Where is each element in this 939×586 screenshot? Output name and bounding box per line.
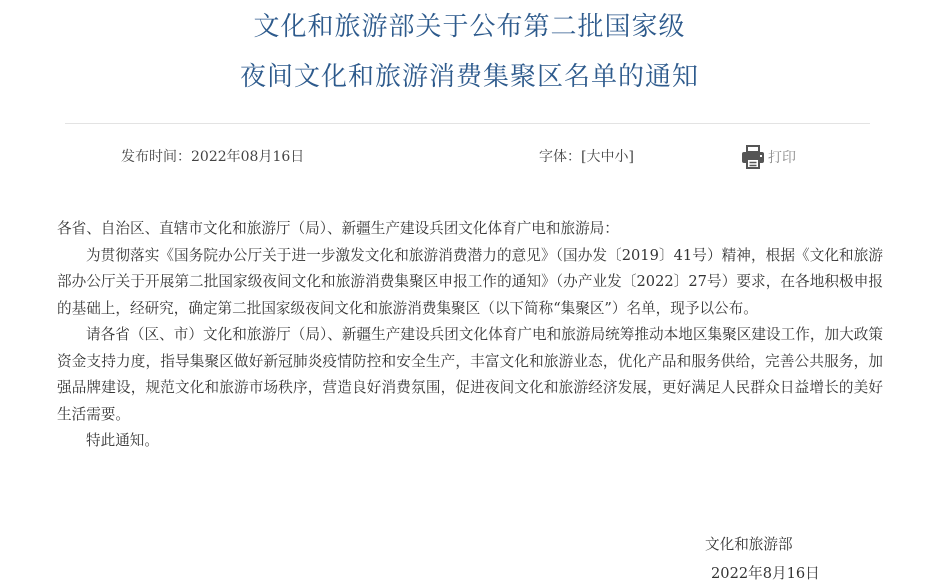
closing-line: 特此通知。 [86,432,159,449]
publish-label: 发布时间： [121,149,191,165]
font-size-selector [539,147,634,167]
signature-organization: 文化和旅游部 [705,536,793,553]
publish-info [121,147,304,167]
print-button[interactable] [740,144,796,170]
article-title-line-2: 夜间文化和旅游消费集聚区名单的通知 [239,62,699,92]
publish-date: 2022年08月16日 [191,149,305,165]
article-title-line-1: 文化和旅游部关于公布第二批国家级 [253,12,686,42]
salutation: 各省、自治区、直辖市文化和旅游厅（局）、新疆生产建设兵团文化体育广电和旅游局： [57,220,619,237]
font-size-label: 字体： [539,149,581,165]
article-body [57,216,883,455]
print-label: 打印 [768,150,796,166]
paragraph: 为贯彻落实《国务院办公厅关于进一步激发文化和旅游消费潜力的意见》（国办发〔2019〕41号）精神，根据《文化和旅游部办公厅关于开展第二批国家级夜间文化和旅游消费集聚区申报工作的通知》（办产业发〔2022〕27号）要求，在各地积极申报的基础上，经研究，确定第二批国家级夜间文化和旅游消费集聚区（以下简称“集聚区”）名单，现予以公布。 [57,246,883,317]
printer-icon [740,144,766,170]
title-divider [65,123,870,124]
paragraph: 请各省（区、市）文化和旅游厅（局）、新疆生产建设兵团文化体育广电和旅游局统筹推动本地区集聚区建设工作，加大政策资金支持力度，指导集聚区做好新冠肺炎疫情防控和安全生产，丰富文化和旅游业态，优化产品和服务供给，完善公共服务，加强品牌建设，规范文化和旅游市场秩序，营造良好消费氛围，促进夜间文化和旅游经济发展，更好满足人民群众日益增长的美好生活需要。 [57,326,883,423]
signature-date: 2022年8月16日 [711,565,820,582]
font-size-options[interactable]: [大中小] [581,149,634,165]
